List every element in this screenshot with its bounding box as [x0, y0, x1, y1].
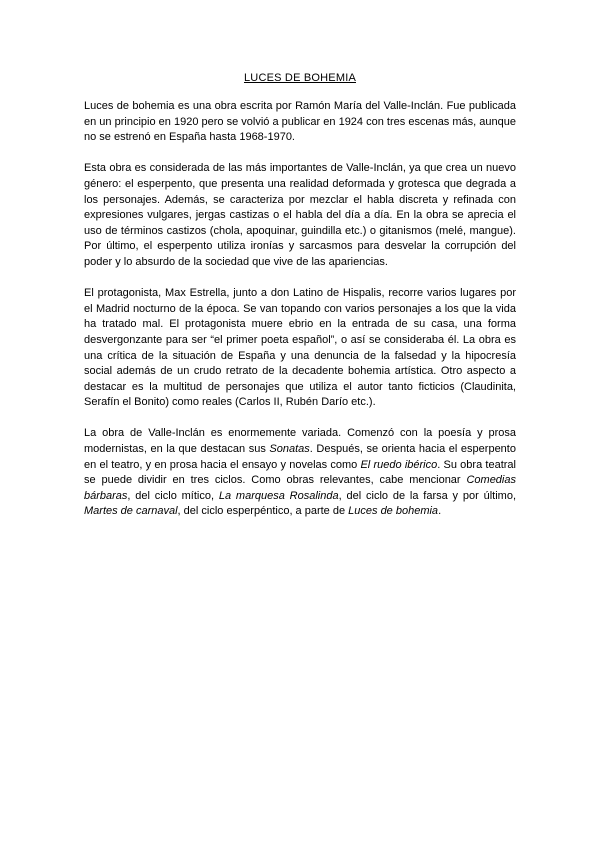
text-segment: . Su obra teatral se puede dividir en tres ciclos. Como obras relevantes, cabe mencionar: [84, 458, 516, 487]
text-segment: , del ciclo mítico,: [127, 489, 219, 502]
text-segment: , del ciclo esperpéntico, a parte de: [177, 505, 349, 518]
text-segment: La obra de Valle-Inclán es enormemente variada. Comenzó con la poesía y prosa modernistas, en la que destacan sus: [84, 427, 516, 456]
paragraph-esperpento: Esta obra es considerada de las más importantes de Valle-Inclán, ya que crea un nuevo género: el esperpento, que presenta una realidad deformada y grotesca que degrada a los personajes. Además, se caracteriza por mezclar el habla discreta y refinada con expresiones vulgares, jergas castizas o el habla del día a día. En la obra se aprecia el uso de términos castizos (chola, apoquinar, guindilla etc.) o gitanismos (melé, mangue). Por último, el esperpento utiliza ironías y sarcasmos para desvelar la corrupción del poder y lo absurdo de la sociedad que vive de las apariencias.: [84, 162, 516, 268]
document-body: [84, 99, 516, 536]
work-title-comedias-barbaras: Comedias bárbaras: [84, 474, 516, 502]
text-segment: .: [438, 505, 442, 518]
work-title-sonatas: Sonatas: [269, 443, 310, 456]
paragraph-works: [84, 426, 516, 520]
paragraph-protagonist: El protagonista, Max Estrella, junto a don Latino de Hispalis, recorre varios lugares por el Madrid nocturno de la época. Se van topando con varios personajes a los que la vida ha tratado mal. El protagonista muere ebrio en la entrada de su casa, una forma desvergonzante para ser “el primer poeta español”, o así se consideraba él. La obra es una crítica de la situación de España y una denuncia de la falsedad y la hipocresía social además de un crudo retrato de la decadente bohemia artística. Otro aspecto a destacar es la multitud de personajes que utiliza el autor tanto ficticios (Claudinita, Serafín el Bonito) como reales (Carlos II, Rubén Darío etc.).: [84, 287, 516, 409]
paragraph-intro: Luces de bohemia es una obra escrita por Ramón María del Valle-Inclán. Fue publicada en un principio en 1920 pero se volvió a publicar en 1924 con tres escenas más, aunque no se estrenó en España hasta 1968-1970.: [84, 100, 516, 144]
work-title-ruedo-iberico: El ruedo ibérico: [360, 458, 438, 471]
text-segment: . Después, se orienta hacia el esperpento en el teatro, y en prosa hacia el ensayo y novelas como: [84, 443, 516, 471]
work-title-marquesa-rosalinda: La marquesa Rosalinda: [218, 489, 339, 502]
work-title-luces-de-bohemia: Luces de bohemia: [348, 505, 439, 518]
work-title-martes-de-carnaval: Martes de carnaval: [84, 505, 178, 518]
document-title: LUCES DE BOHEMIA: [243, 72, 356, 84]
text-segment: , del ciclo de la farsa y por último,: [338, 489, 517, 502]
